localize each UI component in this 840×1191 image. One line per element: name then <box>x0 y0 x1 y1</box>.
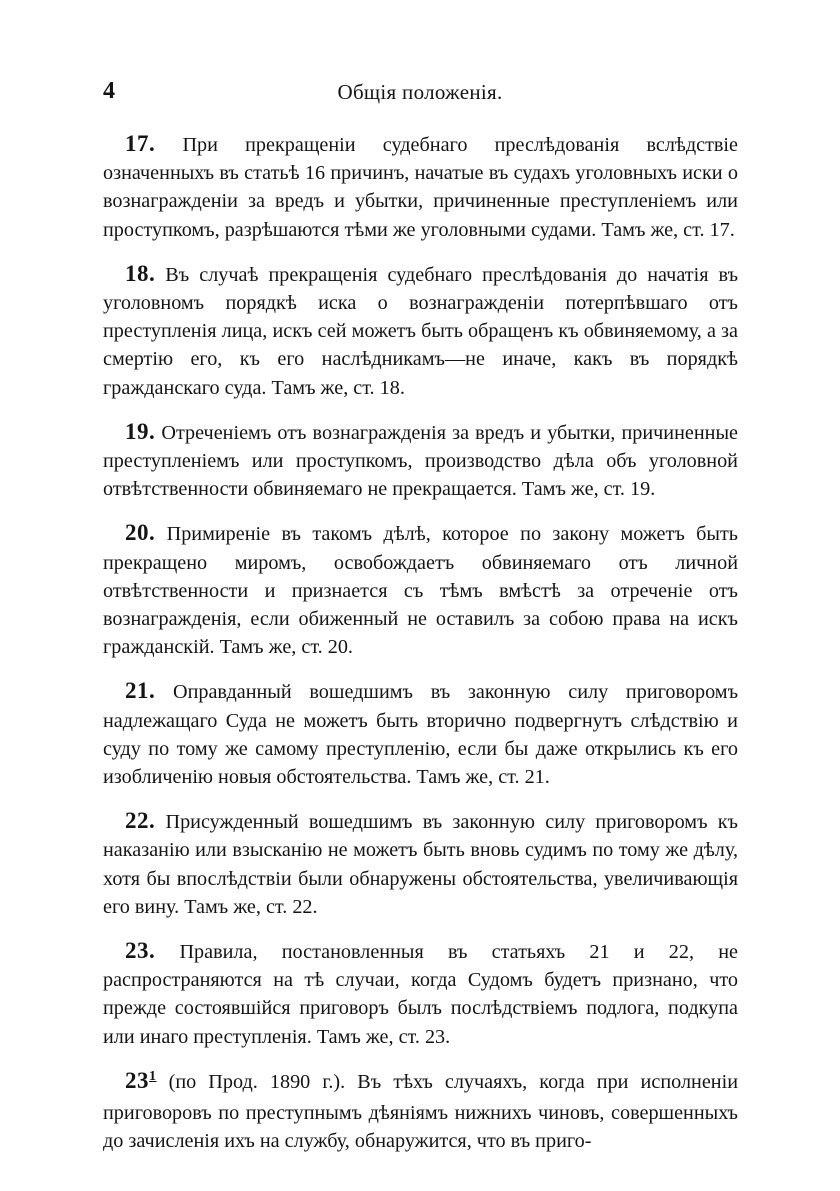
article-text: Примиреніе въ такомъ дѣлѣ, которое по закону можетъ быть прекращено миромъ, освобождаетъ обвиняемаго отъ личной отвѣтственности и признается съ тѣмъ вмѣстѣ за отреченіе отъ вознагражденія, если обиженный не оставилъ за собою права на искъ гражданскій. <box>103 523 738 659</box>
article-source: Тамъ же, ст. 20. <box>219 636 353 659</box>
article-text: Въ тѣхъ случаяхъ, когда при исполненіи приговоровъ по преступнымъ дѣяніямъ нижнихъ чиновъ, совершенныхъ до зачисленія ихъ на службу, обнаружится, что въ приго- <box>103 1070 739 1153</box>
article-text: Присужденный вошедшимъ въ законную силу приговоромъ къ наказанію или взысканію не можетъ быть вновь судимъ по тому же дѣлу, хотя бы впослѣдствіи были обнаружены обстоятельства, увеличивающія его вину. <box>103 811 738 918</box>
article-22 <box>103 807 738 921</box>
article-number: 22. <box>125 808 156 834</box>
article-17 <box>103 130 738 244</box>
article-text: Въ случаѣ прекращенія судебнаго преслѣдованія до начатія въ уголовномъ порядкѣ иска о вознагражденіи потерпѣвшаго отъ преступленія лица, искъ сей можетъ быть обращенъ къ обвиняемому, а за смертію его, къ его наслѣдникамъ—не иначе, какъ въ порядкѣ гражданскаго суда. <box>103 263 739 399</box>
article-number: 19. <box>125 418 156 444</box>
article-source: Тамъ же, ст. 22. <box>184 895 318 918</box>
article-number: 17. <box>125 131 156 156</box>
article-number <box>125 1068 157 1093</box>
article-source: Тамъ же, ст. 23. <box>316 1025 451 1048</box>
article-23 <box>103 937 738 1051</box>
article-text: При прекращеніи судебнаго преслѣдованія вслѣдствіе означенныхъ въ статьѣ 16 причинъ, начатые въ судахъ уголовныхъ иски о вознагражденіи за вредъ и убытки, причиненные преступленіемъ или проступкомъ, разрѣшаются тѣми же уголовными судами. <box>103 134 739 241</box>
article-number: 20. <box>125 520 156 546</box>
article-number-superscript: 1 <box>149 1068 157 1084</box>
article-text: Правила, постановленныя въ статьяхъ 21 и 22, не распространяются на тѣ случаи, когда Судомъ будетъ признано, что прежде состоявшійся приговоръ былъ послѣдствіемъ подлога, подкупа или инаго преступленія. <box>103 941 739 1048</box>
running-title: Общія положенія. <box>337 80 503 104</box>
article-source: Тамъ же, ст. 17. <box>601 218 735 241</box>
article-note: (по Прод. 1890 г.). <box>168 1070 346 1093</box>
page-header <box>100 72 740 108</box>
article-text: Отреченіемъ отъ вознагражденія за вредъ и убытки, причиненные преступленіемъ или проступкомъ, производство дѣла объ уголовной отвѣтственности обвиняемаго не прекращается. <box>103 421 738 501</box>
article-20 <box>103 519 738 661</box>
page-body <box>103 130 738 1172</box>
article-19 <box>103 418 738 504</box>
article-number: 18. <box>125 260 156 286</box>
article-23-1 <box>103 1067 738 1156</box>
article-18 <box>103 260 738 402</box>
article-number-base: 23 <box>125 1067 149 1093</box>
article-number: 23. <box>125 938 156 964</box>
article-text: Оправданный вошедшимъ въ законную силу приговоромъ надлежащаго Суда не можетъ быть вторично подвергнутъ слѣдствію и суду по тому же самому преступленію, если бы даже открылись къ его изобличенію новыя обстоятельства. <box>103 681 739 789</box>
article-source: Тамъ же, ст. 18. <box>271 376 405 399</box>
article-source: Тамъ же, ст. 21. <box>416 766 550 789</box>
page-number: 4 <box>103 78 115 104</box>
article-source: Тамъ же, ст. 19. <box>521 478 656 501</box>
article-number: 21. <box>125 678 156 704</box>
article-21 <box>103 677 738 791</box>
